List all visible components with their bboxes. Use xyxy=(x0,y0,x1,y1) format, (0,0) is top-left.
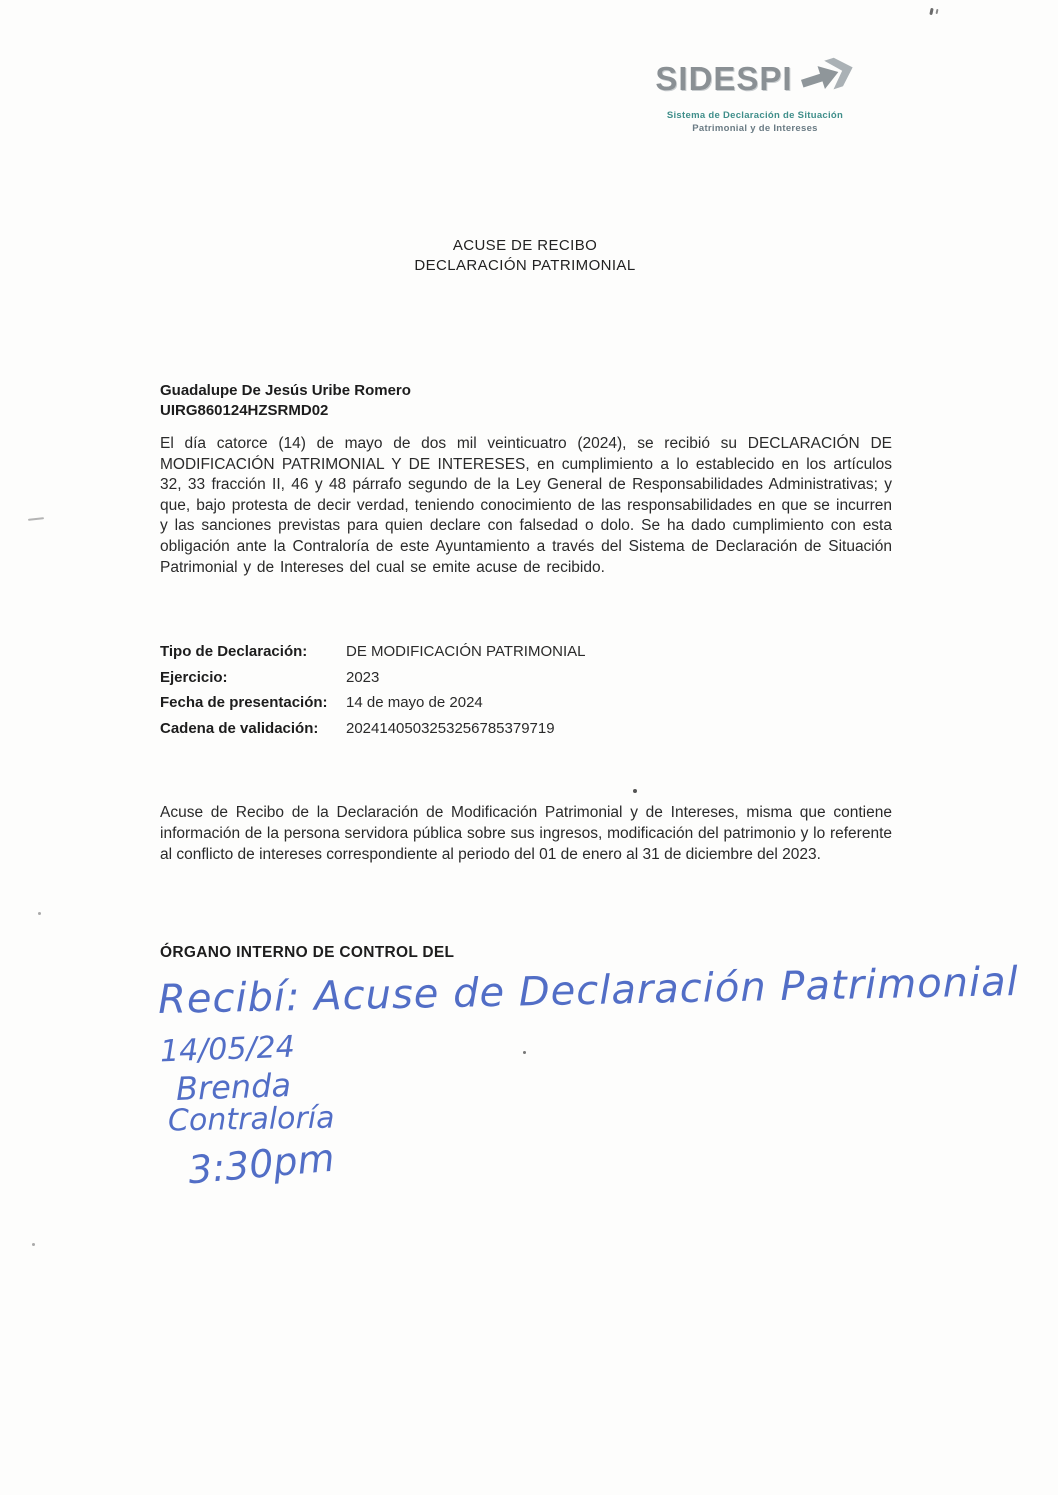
detail-label: Tipo de Declaración: xyxy=(160,643,308,660)
recipient-curp: UIRG860124HZSRMD02 xyxy=(160,402,329,419)
detail-value: 14 de mayo de 2024 xyxy=(346,694,483,711)
logo-tagline xyxy=(630,109,880,135)
detail-value: DE MODIFICACIÓN PATRIMONIAL xyxy=(346,643,586,660)
detail-label: Ejercicio: xyxy=(160,668,228,686)
body-paragraph: El día catorce (14) de mayo de dos mil veinticuatro (2024), se recibió su DECLARACIÓN DE MODIFICACIÓN PATRIMONIAL Y DE INTERESES, en cumplimiento a lo establecido en los artículos 32, 33 fracción II, 46 y 48 párrafo segundo de la Ley General de Responsabilidades Administrativas; y que, bajo protesta de decir verdad, teniendo conocimiento de las responsabilidades en que se incurren y las sanciones previstas para quien declare con falsedad o dolo. Se ha dado cumplimiento con esta obligación ante la Contraloría de este Ayuntamiento a través del Sistema de Declaración de Situación Patrimonial y de Intereses del cual se emite acuse de recibido. xyxy=(160,435,892,576)
detail-value: 2024140503253256785379719 xyxy=(346,719,555,737)
handwriting-name: Brenda xyxy=(175,1066,292,1108)
scan-artifact xyxy=(38,912,41,915)
detail-row-cadena xyxy=(160,719,892,738)
organ-heading: ÓRGANO INTERNO DE CONTROL DEL xyxy=(160,944,455,961)
title-line1: ACUSE DE RECIBO xyxy=(452,237,598,254)
title-line2: DECLARACIÓN PATRIMONIAL xyxy=(414,257,636,274)
declaration-details xyxy=(160,642,892,744)
arrow-right-icon xyxy=(797,52,855,105)
logo-tagline-line2: Patrimonial y de Intereses xyxy=(692,123,818,134)
scan-artifact xyxy=(32,1243,35,1246)
logo-brand-text: SIDESPI xyxy=(655,59,793,97)
detail-row-fecha xyxy=(160,693,892,712)
logo-tagline-line1: Sistema de Declaración de Situación xyxy=(666,110,844,121)
scan-artifact xyxy=(28,517,44,521)
detail-row-tipo xyxy=(160,642,892,661)
detail-value: 2023 xyxy=(346,668,380,686)
recipient-block xyxy=(160,381,890,421)
detail-label: Fecha de presentación: xyxy=(160,694,328,711)
scan-artifact xyxy=(936,9,939,14)
sidespi-logo xyxy=(630,52,880,135)
scan-artifact xyxy=(633,789,637,793)
recipient-name: Guadalupe De Jesús Uribe Romero xyxy=(160,382,411,399)
detail-row-ejercicio xyxy=(160,668,892,687)
document-title xyxy=(160,236,890,276)
scan-artifact xyxy=(523,1051,526,1054)
detail-label: Cadena de validación: xyxy=(160,719,319,737)
handwriting-receipt-line: Recibí: Acuse de Declaración Patrimonial xyxy=(157,958,1020,1024)
handwriting-date: 14/05/24 xyxy=(159,1029,296,1070)
handwriting-time: 3:30pm xyxy=(186,1135,337,1193)
acuse-paragraph: Acuse de Recibo de la Declaración de Modificación Patrimonial y de Intereses, misma que contiene información de la persona servidora pública sobre sus ingresos, modificación del patrimonio y lo referente al conflicto de intereses correspondiente al periodo del 01 de enero al 31 de diciembre del 2023. xyxy=(160,804,892,863)
handwriting-office: Contraloría xyxy=(167,1100,335,1139)
scan-artifact xyxy=(929,8,933,15)
